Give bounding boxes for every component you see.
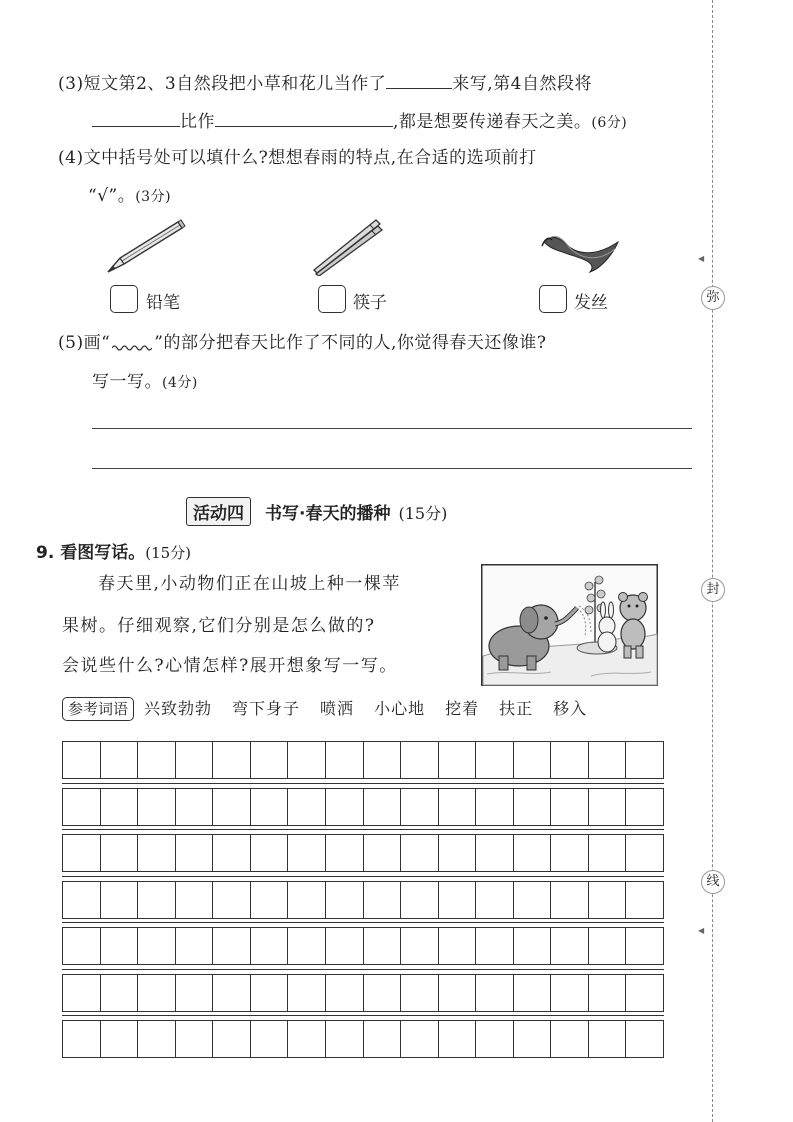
option-label-chopsticks: 筷子 (353, 293, 387, 313)
reference-word: 扶正 (499, 699, 534, 718)
grid-cell[interactable] (213, 1021, 251, 1057)
grid-cell[interactable] (176, 789, 214, 825)
q9-title: 9. 看图写话。 (36, 543, 146, 563)
grid-cell[interactable] (626, 835, 663, 871)
grid-cell[interactable] (364, 882, 402, 918)
grid-cell[interactable] (288, 742, 326, 778)
q4-line2 (88, 184, 171, 209)
grid-cell[interactable] (514, 1021, 552, 1057)
q5-line2 (92, 370, 198, 395)
grid-cell[interactable] (101, 742, 139, 778)
grid-cell[interactable] (63, 742, 101, 778)
grid-cell[interactable] (551, 928, 589, 964)
grid-cell[interactable] (288, 882, 326, 918)
grid-cell[interactable] (213, 835, 251, 871)
grid-cell[interactable] (288, 1021, 326, 1057)
binding-char-mid: 封 (701, 578, 725, 602)
grid-row (62, 927, 664, 965)
reference-word: 弯下身子 (232, 699, 301, 718)
animals-planting-illustration (481, 564, 658, 686)
grid-cell[interactable] (101, 789, 139, 825)
grid-cell[interactable] (326, 928, 364, 964)
grid-cell[interactable] (251, 742, 289, 778)
triangle-marker-icon: ◀ (698, 926, 705, 935)
grid-cell[interactable] (626, 975, 663, 1011)
grid-cell[interactable] (476, 835, 514, 871)
grid-cell[interactable] (364, 742, 402, 778)
chopsticks-icon (312, 218, 384, 276)
grid-cell[interactable] (439, 928, 477, 964)
q4-points: (3分) (135, 189, 172, 205)
q3-line1 (58, 70, 592, 96)
grid-cell[interactable] (401, 742, 439, 778)
grid-cell[interactable] (514, 882, 552, 918)
q3-text-b: 来写,第4自然段将 (452, 74, 592, 94)
grid-cell[interactable] (251, 928, 289, 964)
grid-cell[interactable] (213, 882, 251, 918)
grid-cell[interactable] (476, 742, 514, 778)
reference-word: 小心地 (374, 699, 426, 718)
grid-row-divider (62, 783, 664, 784)
grid-cell[interactable] (476, 882, 514, 918)
grid-cell[interactable] (476, 1021, 514, 1057)
q3-blank-1[interactable] (386, 70, 452, 89)
grid-cell[interactable] (101, 928, 139, 964)
q3-blank-3[interactable] (215, 108, 393, 127)
reference-word: 移入 (553, 699, 588, 718)
grid-cell[interactable] (439, 742, 477, 778)
grid-row-divider (62, 969, 664, 970)
grid-cell[interactable] (251, 975, 289, 1011)
grid-cell[interactable] (138, 742, 176, 778)
option-checkbox-pencil[interactable] (110, 285, 138, 313)
grid-cell[interactable] (514, 789, 552, 825)
grid-cell[interactable] (401, 835, 439, 871)
grid-cell[interactable] (626, 1021, 663, 1057)
grid-cell[interactable] (176, 975, 214, 1011)
grid-cell[interactable] (476, 789, 514, 825)
grid-row (62, 881, 664, 919)
hair-icon (540, 228, 622, 274)
q9-para-line3: 会说些什么?心情怎样?展开想象写一写。 (62, 656, 398, 676)
activity-points: (15分) (398, 504, 448, 523)
grid-cell[interactable] (514, 975, 552, 1011)
grid-cell[interactable] (439, 835, 477, 871)
grid-row-divider (62, 876, 664, 877)
grid-cell[interactable] (63, 835, 101, 871)
q5-text-b: ”的部分把春天比作了不同的人,你觉得春天还像谁? (154, 333, 547, 353)
activity-title: 书写·春天的播种 (265, 504, 391, 524)
grid-cell[interactable] (138, 789, 176, 825)
grid-cell[interactable] (401, 1021, 439, 1057)
q5-answer-line-2[interactable] (92, 468, 692, 469)
grid-row (62, 974, 664, 1012)
grid-cell[interactable] (63, 928, 101, 964)
q9-points: (15分) (145, 544, 192, 562)
reference-words-list (144, 699, 607, 718)
grid-cell[interactable] (589, 835, 627, 871)
q3-blank-2[interactable] (92, 108, 180, 127)
activity-header (186, 497, 447, 526)
grid-cell[interactable] (401, 928, 439, 964)
q3-line2 (92, 108, 627, 135)
grid-cell[interactable] (251, 835, 289, 871)
reference-words-label: 参考词语 (62, 697, 134, 721)
grid-cell[interactable] (176, 742, 214, 778)
grid-cell[interactable] (138, 928, 176, 964)
grid-cell[interactable] (63, 789, 101, 825)
grid-row (62, 1020, 664, 1058)
grid-cell[interactable] (288, 835, 326, 871)
grid-cell[interactable] (514, 835, 552, 871)
grid-cell[interactable] (626, 742, 663, 778)
q4-line1: (4)文中括号处可以填什么?想想春雨的特点,在合适的选项前打 (58, 148, 537, 168)
grid-row (62, 741, 664, 779)
grid-cell[interactable] (63, 975, 101, 1011)
grid-cell[interactable] (326, 1021, 364, 1057)
option-checkbox-chopsticks[interactable] (318, 285, 346, 313)
reference-words-row (62, 696, 607, 721)
grid-cell[interactable] (401, 882, 439, 918)
grid-cell[interactable] (176, 882, 214, 918)
option-label-pencil: 铅笔 (146, 293, 180, 313)
grid-cell[interactable] (63, 882, 101, 918)
q9-heading (36, 538, 191, 563)
grid-cell[interactable] (626, 789, 663, 825)
grid-cell[interactable] (589, 1021, 627, 1057)
reference-word: 挖着 (445, 699, 480, 718)
grid-cell[interactable] (514, 742, 552, 778)
grid-row-divider (62, 1015, 664, 1016)
triangle-marker-icon: ◀ (698, 254, 705, 263)
grid-cell[interactable] (364, 1021, 402, 1057)
grid-cell[interactable] (63, 1021, 101, 1057)
grid-cell[interactable] (101, 882, 139, 918)
q9-para-line2: 果树。仔细观察,它们分别是怎么做的? (62, 616, 376, 636)
grid-cell[interactable] (364, 928, 402, 964)
grid-cell[interactable] (213, 742, 251, 778)
grid-cell[interactable] (589, 789, 627, 825)
grid-row (62, 834, 664, 872)
q3-points: (6分) (591, 115, 628, 131)
grid-cell[interactable] (101, 835, 139, 871)
grid-cell[interactable] (439, 975, 477, 1011)
grid-cell[interactable] (589, 928, 627, 964)
q3-text-a: (3)短文第2、3自然段把小草和花儿当作了 (58, 74, 387, 94)
q3-text-c: 比作 (180, 112, 215, 132)
q5-answer-line-1[interactable] (92, 428, 692, 429)
grid-row-divider (62, 829, 664, 830)
grid-cell[interactable] (551, 742, 589, 778)
grid-cell[interactable] (551, 882, 589, 918)
reference-word: 兴致勃勃 (144, 699, 213, 718)
grid-cell[interactable] (138, 1021, 176, 1057)
grid-cell[interactable] (251, 789, 289, 825)
option-label-hair: 发丝 (574, 293, 608, 313)
grid-cell[interactable] (326, 835, 364, 871)
grid-cell[interactable] (326, 882, 364, 918)
grid-cell[interactable] (626, 928, 663, 964)
grid-cell[interactable] (138, 835, 176, 871)
grid-cell[interactable] (251, 882, 289, 918)
grid-cell[interactable] (476, 928, 514, 964)
option-checkbox-hair[interactable] (539, 285, 567, 313)
grid-cell[interactable] (551, 789, 589, 825)
grid-cell[interactable] (288, 928, 326, 964)
q4-checkmark-text: “√”。 (88, 186, 136, 206)
grid-cell[interactable] (101, 975, 139, 1011)
grid-cell[interactable] (326, 742, 364, 778)
grid-cell[interactable] (213, 928, 251, 964)
grid-cell[interactable] (401, 789, 439, 825)
q5-line1 (58, 330, 547, 355)
grid-cell[interactable] (551, 975, 589, 1011)
grid-cell[interactable] (213, 789, 251, 825)
q9-para-line1: 春天里,小动物们正在山坡上种一棵苹 (98, 574, 401, 594)
grid-cell[interactable] (364, 835, 402, 871)
grid-row (62, 788, 664, 826)
grid-row-divider (62, 922, 664, 923)
grid-cell[interactable] (439, 1021, 477, 1057)
grid-cell[interactable] (176, 835, 214, 871)
reference-word: 喷洒 (320, 699, 355, 718)
grid-cell[interactable] (551, 1021, 589, 1057)
grid-cell[interactable] (251, 1021, 289, 1057)
grid-cell[interactable] (213, 975, 251, 1011)
q3-text-d: ,都是想要传递春天之美。 (393, 112, 592, 132)
grid-cell[interactable] (288, 975, 326, 1011)
grid-cell[interactable] (138, 975, 176, 1011)
binding-char-top: 弥 (701, 286, 725, 310)
grid-cell[interactable] (439, 789, 477, 825)
grid-cell[interactable] (589, 742, 627, 778)
pencil-icon (102, 218, 186, 276)
wavy-underline-icon (110, 330, 154, 348)
q5-text-a: (5)画“ (58, 333, 111, 353)
grid-cell[interactable] (176, 928, 214, 964)
q5-points: (4分) (162, 375, 198, 391)
grid-cell[interactable] (176, 1021, 214, 1057)
grid-cell[interactable] (326, 975, 364, 1011)
grid-cell[interactable] (364, 789, 402, 825)
grid-cell[interactable] (401, 975, 439, 1011)
binding-dashed-line (712, 0, 713, 1122)
grid-cell[interactable] (101, 1021, 139, 1057)
grid-cell[interactable] (551, 835, 589, 871)
grid-cell[interactable] (476, 975, 514, 1011)
grid-cell[interactable] (439, 882, 477, 918)
grid-cell[interactable] (138, 882, 176, 918)
grid-cell[interactable] (288, 789, 326, 825)
grid-cell[interactable] (514, 928, 552, 964)
grid-cell[interactable] (589, 975, 627, 1011)
activity-tag: 活动四 (186, 497, 251, 526)
binding-char-bottom: 线 (701, 870, 725, 894)
grid-cell[interactable] (626, 882, 663, 918)
grid-cell[interactable] (589, 882, 627, 918)
grid-cell[interactable] (364, 975, 402, 1011)
grid-cell[interactable] (326, 789, 364, 825)
q5-text-c: 写一写。 (92, 372, 162, 392)
